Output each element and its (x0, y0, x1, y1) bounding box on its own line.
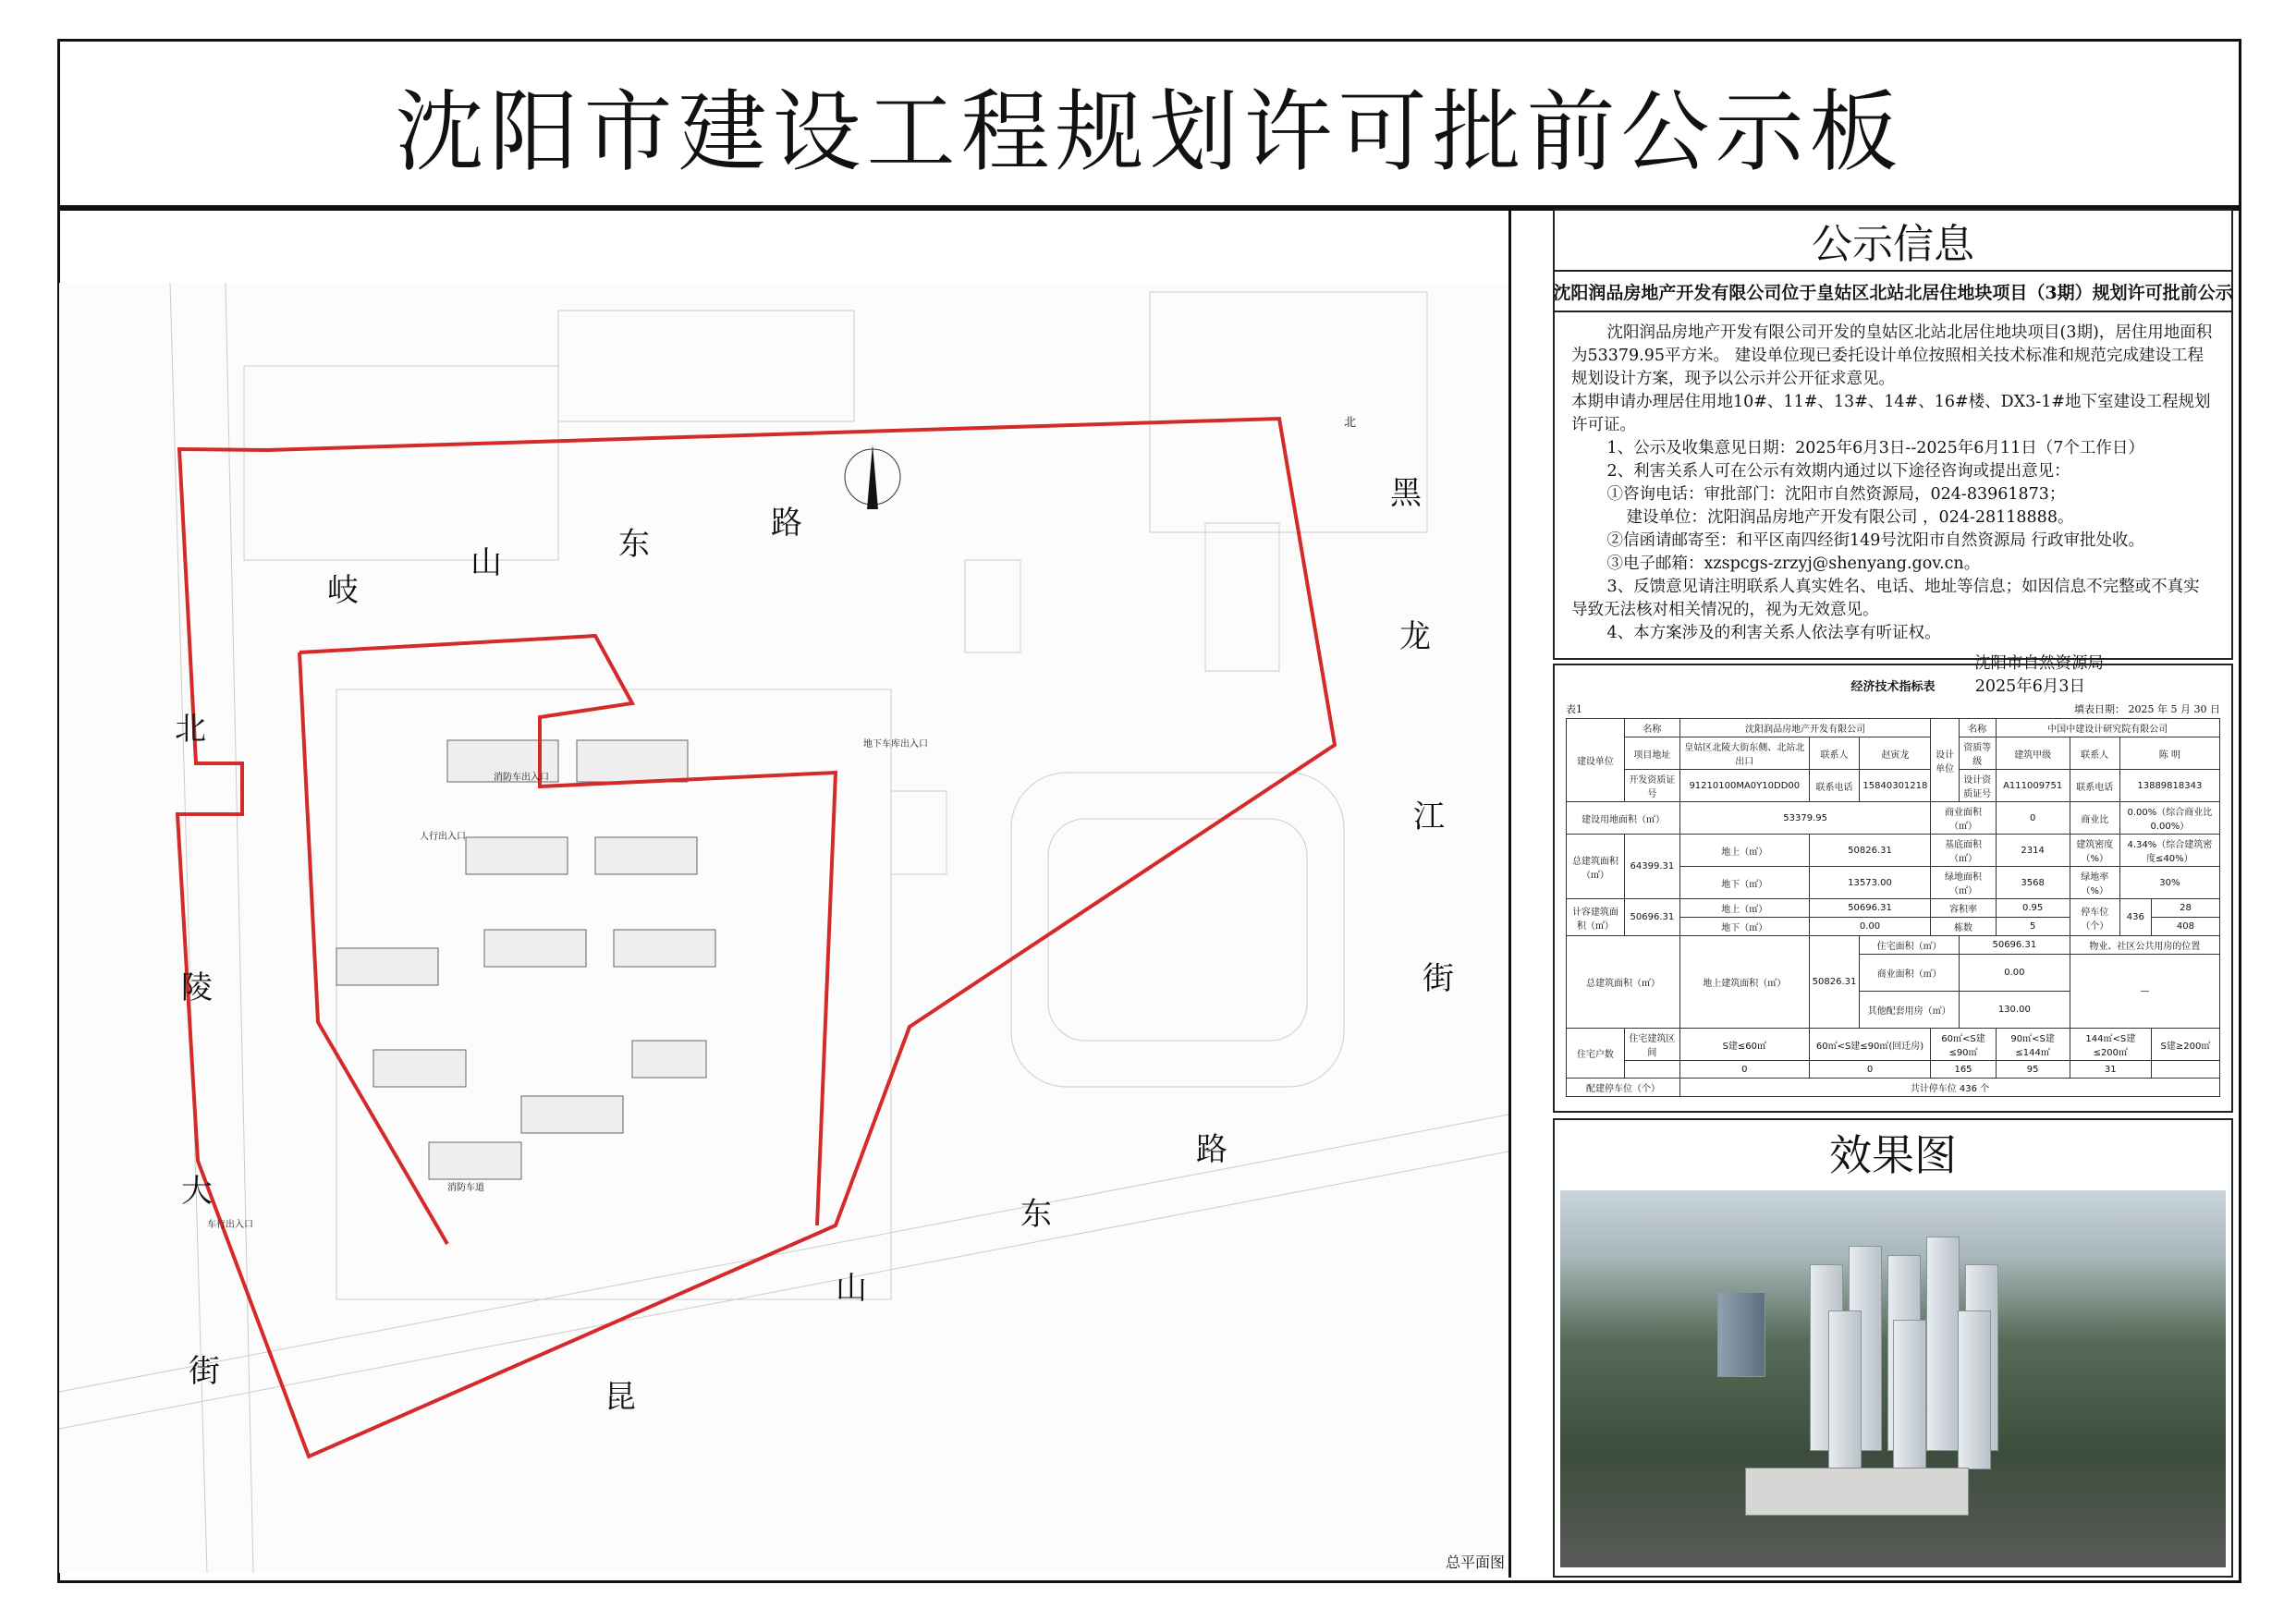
road-label: 昆 (605, 1379, 636, 1416)
unit-count: 165 (1931, 1061, 1996, 1079)
land-area: 53379.95 (1679, 802, 1930, 835)
far-area: 50696.31 (1624, 899, 1679, 936)
unit-count: 31 (2070, 1061, 2151, 1079)
design-phone: 13889818343 (2119, 770, 2219, 802)
commercial-ratio: 0.00%（综合商业比 0.00%） (2119, 802, 2219, 835)
tower (1893, 1320, 1926, 1479)
notice-subtitle: 沈阳润品房地产开发有限公司位于皇姑区北站北居住地块项目（3期）规划许可批前公示 (1555, 272, 2231, 312)
econ-table-panel (1553, 664, 2233, 1113)
road-label: 龙 (1399, 618, 1431, 655)
below-area: 13573.00 (1809, 867, 1931, 899)
parking-note: 共计停车位 436 个 (1679, 1079, 2219, 1097)
tower (1926, 1237, 1960, 1451)
road-label: 东 (618, 526, 650, 563)
entrance-label: 消防车道 (447, 1183, 484, 1193)
road-label: 黑 (1390, 475, 1422, 512)
unit-range: 60㎡<S建≤90㎡ (1931, 1029, 1996, 1061)
far-below: 0.00 (1809, 918, 1931, 936)
podium (1745, 1468, 1969, 1516)
notice-paragraph: 3、反馈意见请注明联系人真实姓名、电话、地址等信息；如因信息不完整或不真实导致无法核对相关情况的，视为无效意见。 (1571, 578, 2200, 619)
divider (1508, 207, 1511, 1578)
unit-count: 0 (1809, 1061, 1931, 1079)
tower (1958, 1310, 1991, 1469)
far: 0.95 (1996, 899, 2070, 918)
road-label: 山 (836, 1270, 867, 1307)
unit-range: 144㎡<S建≤200㎡ (2070, 1029, 2151, 1061)
green-area: 3568 (1996, 867, 2070, 899)
far-above: 50696.31 (1809, 899, 1931, 918)
road-label: 山 (470, 544, 502, 581)
parking-above: 28 (2151, 899, 2219, 918)
fill-date: 填表日期： 2025 年 5 月 30 日 (2074, 703, 2220, 715)
commercial-area: 0 (1996, 802, 2070, 835)
rendering-image (1560, 1190, 2226, 1567)
cert-no: 91210100MA0Y10DD00 (1679, 770, 1809, 802)
business-area: 0.00 (1959, 955, 2070, 992)
page-title: 沈阳市建设工程规划许可批前公示板 (395, 79, 1904, 184)
title-box (57, 39, 2241, 211)
notice-paragraph: ②信函请邮寄至：和平区南四经街149号沈阳市自然资源局 行政审批处收。 (1606, 531, 2144, 550)
table-no: 表1 (1566, 703, 1582, 715)
unit-range: 90㎡<S建≤144㎡ (1996, 1029, 2070, 1061)
contact-phone: 15840301218 (1860, 770, 1931, 802)
notice-signature: 沈阳市自然资源局 (1974, 654, 2104, 673)
road-label: 路 (1196, 1131, 1227, 1168)
road-label: 陵 (181, 969, 213, 1006)
above-area-b: 50826.31 (1809, 936, 1860, 1029)
contact: 赵寅龙 (1860, 737, 1931, 770)
entrance-label: 人行出入口 (420, 832, 466, 842)
floors: 5 (1996, 918, 2070, 936)
unit-count: 95 (1996, 1061, 2070, 1079)
project-address: 皇姑区北陵大街东侧、北站北出口 (1679, 737, 1809, 770)
total-area: 64399.31 (1624, 835, 1679, 899)
plan-label: 总平面图 (1446, 1554, 1506, 1571)
other-area: 130.00 (1959, 992, 2070, 1029)
notice-paragraph: ①咨询电话：审批部门：沈阳市自然资源局，024-83961873； (1606, 485, 2066, 504)
road-label: 大 (181, 1173, 213, 1210)
entrance-label: 地下车库出入口 (863, 739, 928, 750)
notice-paragraph: 本期申请办理居住用地10#、11#、13#、14#、16#楼、DX3-1#地下室建设工程规划许可证。 (1571, 393, 2211, 434)
design-grade: 建筑甲级 (1996, 737, 2070, 770)
residential-area: 50696.31 (1959, 936, 2070, 955)
road-label: 北 (175, 711, 206, 748)
unit-range: 60㎡<S建≤90㎡(回迁房) (1809, 1029, 1931, 1061)
entrance-label: 消防车出入口 (494, 773, 549, 783)
design-unit: 中国中建设计研究院有限公司 (1996, 719, 2219, 737)
notice-paragraph: 2、利害关系人可在公示有效期内通过以下途径咨询或提出意见： (1606, 462, 2070, 481)
tower (1717, 1292, 1765, 1377)
above-area: 50826.31 (1809, 835, 1931, 867)
building-density: 4.34%（综合建筑密度≤40%） (2119, 835, 2219, 867)
site-plan-map (59, 283, 1508, 1573)
notice-header: 公示信息 (1555, 211, 2231, 272)
parking-total: 436 (2119, 899, 2151, 936)
site-plan-svg (59, 283, 1508, 1573)
tower (1828, 1310, 1862, 1469)
notice-paragraph: ③电子邮箱：xzspcgs-zrzyj@shenyang.gov.cn。 (1606, 555, 1981, 573)
notice-paragraph: 4、本方案涉及的利害关系人依法享有听证权。 (1606, 624, 1941, 642)
notice-paragraph: 建设单位：沈阳润品房地产开发有限公司 ，024-28118888。 (1626, 508, 2074, 527)
road-label: 街 (189, 1353, 220, 1390)
econ-table: 建设单位 名称 沈阳润品房地产开发有限公司 设计单位 名称 中国中建设计研究院有限公司 项目地址 皇姑区北陵大街东侧、北站北出口 联系人 赵寅龙 资质等级 建筑甲级 联系人 陈 明 开发资质证号 91210100MA0Y10DD00 联系电话 15840301218 设计资质证号 A111009751 联系电话 13889818343 建设用地面积（㎡） 53379.95 商业面积（㎡） 0 商业比 0.00%（综合商业比 0.00%） 总建筑面积（㎡） 64399.31 地上（㎡） 50826.31 基底面积（㎡） 2314 建筑密度（%） 4.34%（综合建筑密度≤40%） 地下（㎡） 13573.00 绿地面积（㎡） 3568 绿地率（%） 30% 计容建筑面积（㎡） 50696.31 地上（㎡） 50696.31 容积率 0.95 停车位（个） 436 28 地下（㎡） 0.00 栋数 5 408 总建筑面积（㎡） 地上建筑面积（㎡） 50826.31 住宅面积（㎡） 50696.31 物业、社区公共用房的位置 商业面积（㎡） 0.00 — 其他配套用房（㎡） 130.00 住宅户数 住宅建筑区间 S建≤60㎡ 60㎡<S建≤90㎡(回迁房) 60㎡<S建≤90㎡ 90㎡<S建≤144㎡ 144㎡<S建≤200㎡ S建≥200㎡ 0 0 165 95 31 配建停车位（个） 共计停车位 436 个 (1566, 718, 2220, 1097)
road-label: 江 (1413, 798, 1445, 835)
north-label: 北 (1344, 416, 1357, 430)
unit-range: S建≥200㎡ (2151, 1029, 2219, 1061)
base-area: 2314 (1996, 835, 2070, 867)
design-contact: 陈 明 (2119, 737, 2219, 770)
notice-paragraph: 1、公示及收集意见日期：2025年6月3日--2025年6月11日（7个工作日） (1606, 439, 2144, 457)
green-ratio: 30% (2119, 867, 2219, 899)
econ-title: 经济技术指标表 (1850, 680, 1936, 694)
notice-date: 2025年6月3日 (1974, 677, 2085, 696)
construction-unit: 沈阳润品房地产开发有限公司 (1679, 719, 1930, 737)
entrance-label: 车行出入口 (207, 1220, 253, 1230)
unit-count: 0 (1679, 1061, 1809, 1079)
road-label: 岐 (327, 572, 359, 609)
road-label: 东 (1020, 1196, 1052, 1233)
unit-range: S建≤60㎡ (1679, 1029, 1809, 1061)
road-label: 路 (771, 505, 802, 542)
road-label: 街 (1423, 960, 1454, 997)
notice-body (1555, 312, 2231, 699)
parking-below: 408 (2151, 918, 2219, 936)
design-cert: A111009751 (1996, 770, 2070, 802)
effect-header: 效果图 (1829, 1130, 1957, 1180)
public-service: 物业、社区公共用房的位置 (2070, 936, 2219, 955)
dash: — (2070, 955, 2219, 1029)
notice-paragraph: 沈阳润品房地产开发有限公司开发的皇姑区北站北居住地块项目(3期)，居住用地面积为53379.95平方米。 建设单位现已委托设计单位按照相关技术标准和规范完成建设工程规划设计方案，现予以公示并公开征求意见。 (1571, 323, 2213, 388)
north-arrow-icon (845, 445, 900, 509)
